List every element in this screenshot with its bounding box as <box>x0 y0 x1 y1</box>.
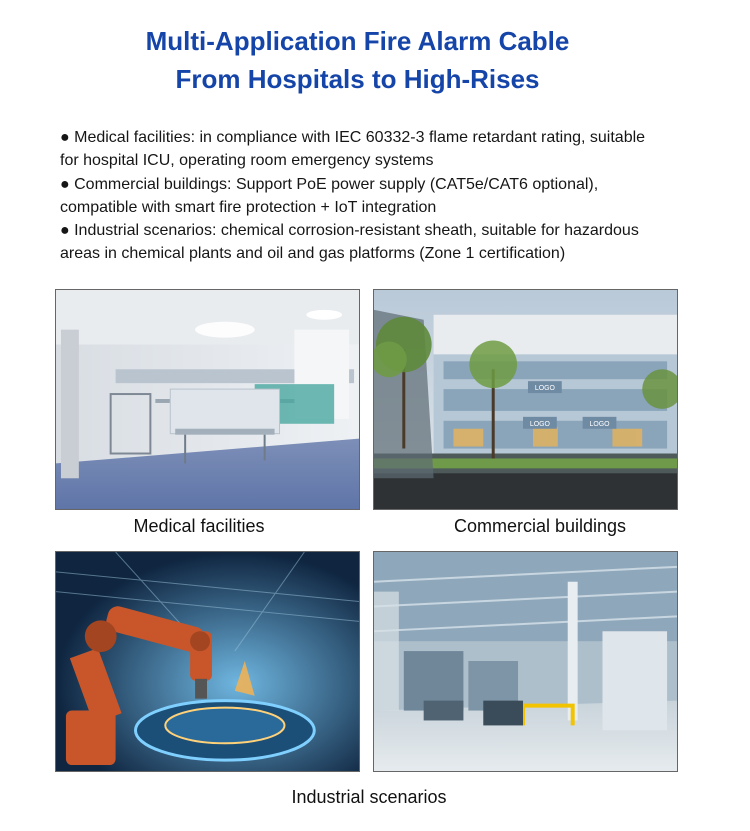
sign-logo-3: LOGO <box>589 420 610 428</box>
feature-list <box>60 126 710 266</box>
caption-commercial: Commercial buildings <box>453 516 627 536</box>
robot-arm-factory-photo <box>55 551 360 772</box>
sign-logo-2: LOGO <box>529 420 550 428</box>
title-line-1: Multi-Application Fire Alarm Cable <box>145 26 570 56</box>
sign-logo-1: LOGO <box>534 385 555 393</box>
hospital-room-photo <box>55 289 360 510</box>
bullet-industrial-line-2: areas in chemical plants and oil and gas platforms (Zone 1 certification) <box>60 245 566 263</box>
bullet-medical-line-1: ● Medical facilities: in compliance with IEC 60332-3 flame retardant rating, suitable <box>60 129 646 146</box>
caption-industrial: Industrial scenarios <box>291 787 447 807</box>
bullet-medical-line-2: for hospital ICU, operating room emergency systems <box>60 152 434 170</box>
shopping-mall-photo <box>373 289 678 510</box>
factory-floor-photo <box>373 551 678 772</box>
bullet-commercial-line-1: ● Commercial buildings: Support PoE power supply (CAT5e/CAT6 optional), <box>60 175 599 193</box>
caption-medical: Medical facilities <box>133 516 265 536</box>
bullet-commercial-line-2: compatible with smart fire protection + IoT integration <box>60 198 437 216</box>
title-line-2: From Hospitals to High-Rises <box>175 64 540 94</box>
page-title <box>0 22 715 98</box>
bullet-industrial-line-1: ● Industrial scenarios: chemical corrosion-resistant sheath, suitable for hazardous <box>60 222 639 240</box>
